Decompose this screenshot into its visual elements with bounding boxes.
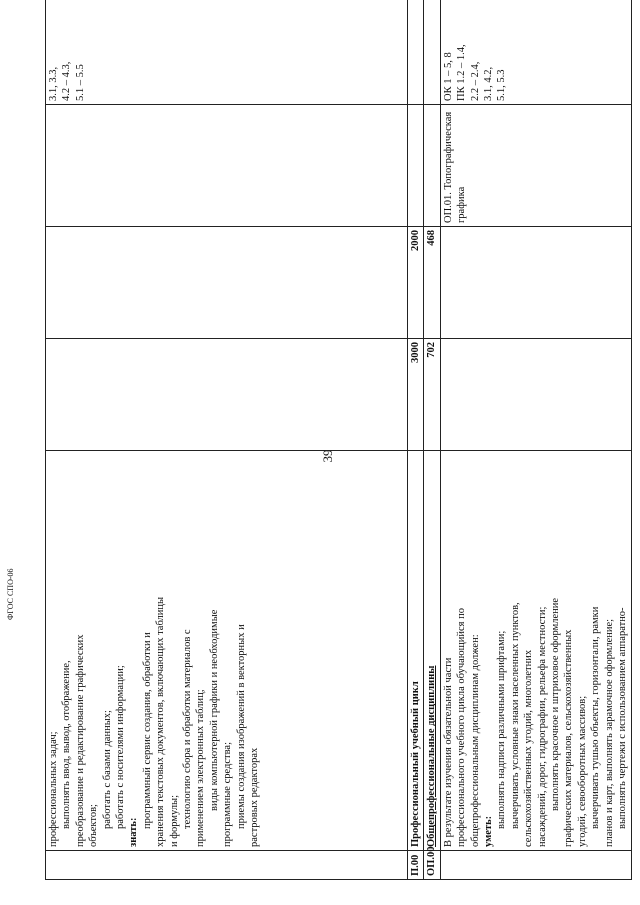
text-line: профессиональных задач; bbox=[48, 731, 59, 847]
text-line: работать с базами данных; bbox=[101, 710, 113, 829]
table-cell-hours-mandatory bbox=[46, 227, 408, 339]
table-cell-title: Профессиональный учебный цикл bbox=[408, 451, 424, 851]
text-line: вычерчивать условные знаки населенных пунктов, bbox=[509, 602, 521, 829]
table-cell-code: П.00 bbox=[408, 851, 424, 880]
text-line: и формулы; bbox=[168, 794, 180, 847]
table-cell-hours-max bbox=[46, 339, 408, 451]
curriculum-table-rotated bbox=[45, 20, 629, 880]
text-line: сельскохозяйственных угодий, многолетних bbox=[523, 649, 535, 847]
table-cell-competences bbox=[440, 0, 631, 105]
table-row bbox=[408, 0, 424, 880]
table-cell-code: ОП.00 bbox=[424, 851, 440, 880]
text-line: 4.2 – 4.3, bbox=[61, 61, 73, 101]
table-cell-hours-max: 702 bbox=[424, 339, 440, 451]
text-line: программные средства; bbox=[222, 741, 234, 847]
table-cell-discipline bbox=[408, 105, 424, 227]
text-line: выполнять надписи различными шрифтами; bbox=[496, 630, 508, 829]
table-row bbox=[440, 0, 631, 880]
table-cell-code bbox=[440, 851, 631, 880]
text-line: растровых редакторах bbox=[249, 747, 261, 847]
table-cell-hours-mandatory bbox=[440, 227, 631, 339]
text-line: работать с носителями информации; bbox=[115, 665, 127, 829]
text-line: программный сервис создания, обработки и bbox=[141, 632, 153, 829]
text-line: 2.2 – 2.4, bbox=[469, 61, 481, 101]
text-line: виды компьютерной графики и необходимые bbox=[208, 609, 220, 811]
table-cell-hours-mandatory: 468 bbox=[424, 227, 440, 339]
text-line: угодий, севооборотных массивов; bbox=[576, 695, 588, 847]
page-number: 39 bbox=[320, 449, 335, 463]
footer-label: ФГОС СПО-06 bbox=[6, 568, 15, 620]
text-line: технологию сбора и обработки материалов с bbox=[182, 629, 194, 829]
table-cell-competences bbox=[424, 0, 440, 105]
table-cell-code bbox=[46, 851, 408, 880]
text-line: графических материалов, сельскохозяйственных bbox=[563, 629, 575, 847]
table-cell-discipline bbox=[424, 105, 440, 227]
text-line: приемы создания изображений в векторных и bbox=[235, 624, 247, 829]
table-cell-discipline: ОП.01. Топографическая графика bbox=[440, 105, 631, 227]
text-line: ОК 1 – 5, 8 bbox=[442, 52, 454, 101]
text-line: общепрофессиональным дисциплинам должен: bbox=[469, 634, 481, 847]
table-cell-discipline bbox=[46, 105, 408, 227]
text-line: планов и карт, выполнять зарамочное оформление; bbox=[603, 618, 615, 847]
table-cell-title: Общепрофессиональные дисциплины bbox=[424, 451, 440, 851]
table-row bbox=[424, 0, 440, 880]
text-line: насаждений, дорог, гидрографии, рельефа местности; bbox=[536, 606, 548, 847]
text-line: выполнять красочное и штриховое оформление bbox=[550, 597, 562, 811]
table-cell-content bbox=[440, 451, 631, 851]
text-line: объектов; bbox=[88, 804, 100, 847]
text-line: хранения текстовых документов, включающих таблицы bbox=[155, 596, 167, 847]
text-line: выполнять ввод, вывод, отображение, bbox=[61, 660, 73, 829]
text-line: В результате изучения обязательной части bbox=[442, 657, 454, 847]
table-cell-competences bbox=[408, 0, 424, 105]
curriculum-table bbox=[45, 0, 632, 880]
text-line: преобразование и редактирование графических bbox=[74, 634, 86, 847]
text-line: уметь: bbox=[483, 815, 495, 847]
text-line: 3.1, 4.2, bbox=[483, 66, 495, 101]
text-line: знать: bbox=[128, 817, 140, 847]
table-cell-competences bbox=[46, 0, 408, 105]
text-line: выполнять чертежи с использованием аппаратно- bbox=[617, 607, 629, 829]
table-cell-content bbox=[46, 451, 408, 851]
text-line: 5.1, 5.3 bbox=[496, 69, 508, 101]
text-line: применением электронных таблиц; bbox=[195, 689, 207, 847]
text-line: 5.1 – 5.5 bbox=[74, 64, 86, 101]
text-line: вычерчивать тушью объекты, горизонтали, рамки bbox=[590, 606, 602, 829]
table-row bbox=[46, 0, 408, 880]
text-line: 3.1, 3.3, bbox=[48, 66, 59, 101]
text-line: ПК 1.2 – 1.4, bbox=[456, 44, 468, 101]
text-line: профессионального учебного цикла обучающийся по bbox=[456, 608, 468, 847]
table-cell-hours-max bbox=[440, 339, 631, 451]
table-cell-hours-max: 3000 bbox=[408, 339, 424, 451]
table-cell-hours-mandatory: 2000 bbox=[408, 227, 424, 339]
